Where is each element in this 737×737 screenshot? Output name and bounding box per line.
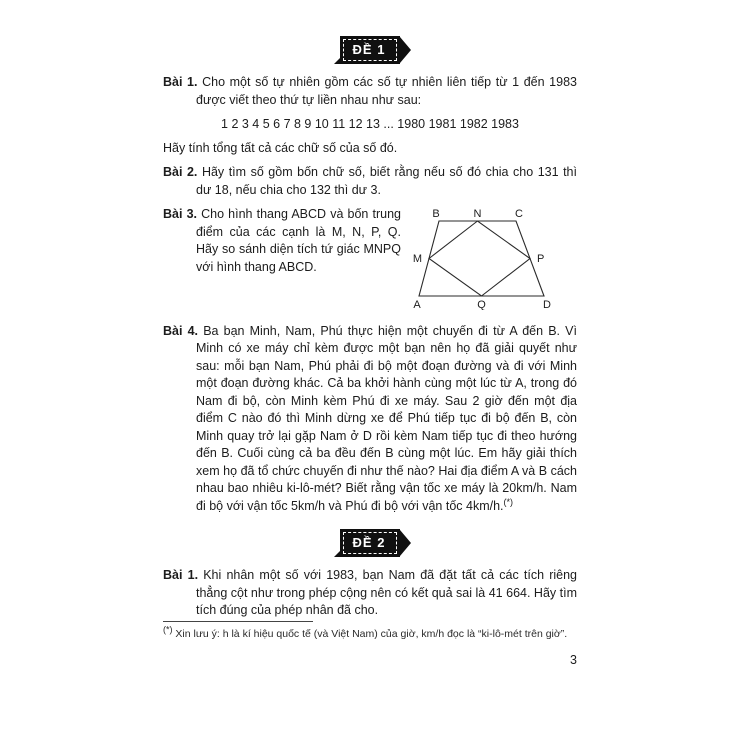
problem-label: Bài 1.	[163, 75, 198, 90]
problem-label: Bài 3.	[163, 207, 197, 222]
page-number: 3	[570, 653, 577, 667]
problem-text: Ba bạn Minh, Nam, Phú thực hiện một chuyến đi từ A đến B. Vì Minh có xe máy chỉ kèm được một bạn nên họ đã giải quyết như sau: mỗi bạn Nam, Phú phải đi bộ một đoạn đường và đi với Minh một đoạn đường khác. Cả ba khởi hành cùng một lúc từ A, trong đó Nam đi bộ, còn Minh kèm Phú đi xe máy. Sau 2 giờ đến một địa điểm C nào đó thì Minh dừng xe để Phú tiếp tục đi bộ đến B, còn Minh quay trở lại gặp Nam ở D rồi kèm Nam tiếp tục đi theo hướng đến B. Cuối cùng cả ba đều đến B cùng một lúc. Em hãy giải thích xem họ đã tổ chức chuyến đi như thế nào? Hai địa điểm A và B cách nhau bao nhiêu ki-lô-mét? Biết rằng vận tốc xe máy là 20km/h. Nam đi bộ với vận tốc 5km/h và Phú đi bộ với vận tốc 4km/h.	[196, 323, 577, 513]
problem-text: Cho một số tự nhiên gồm các số tự nhiên liên tiếp từ 1 đến 1983 được viết theo thứ tự liền nhau như sau:	[196, 75, 577, 107]
number-sequence: 1 2 3 4 5 6 7 8 9 10 11 12 13 ... 1980 1981 1982 1983	[221, 117, 519, 132]
vertex-label-B: B	[432, 208, 440, 221]
banner-row-de1	[163, 36, 577, 64]
page-footer	[163, 621, 577, 667]
banner-tail-icon	[334, 551, 340, 557]
footnote-text: Xin lưu ý: h là kí hiệu quốc tế (và Việt Nam) của giờ, km/h đọc là “ki-lô-mét trên giờ”.	[175, 628, 568, 640]
banner-de2-label: ĐỀ 2	[352, 535, 386, 551]
banner-row-de2	[163, 529, 577, 557]
footnote	[163, 624, 577, 642]
problem-de1-bai1-closing: Hãy tính tổng tất cả các chữ số của số đó.	[163, 140, 398, 155]
page-content	[163, 36, 577, 627]
vertex-label-P: P	[537, 253, 545, 266]
vertex-label-A: A	[413, 299, 421, 311]
banner-arrow-icon	[400, 530, 411, 556]
banner-tail-icon	[334, 58, 340, 64]
problem-de1-bai3-row	[163, 206, 577, 316]
banner-arrow-icon	[400, 37, 411, 63]
problem-de1-bai1	[163, 74, 577, 109]
problem-text: Cho hình thang ABCD và bốn trung điểm của các cạnh là M, N, P, Q. Hãy so sánh diện tích tứ giác MNPQ với hình thang ABCD.	[196, 207, 401, 274]
trapezoid-figure	[409, 206, 577, 316]
vertex-label-M: M	[412, 253, 422, 266]
section-banner-de1	[340, 36, 401, 64]
problem-de1-bai2	[163, 164, 577, 199]
footnote-divider	[163, 621, 313, 622]
problem-label: Bài 1.	[163, 568, 199, 583]
footnote-marker: (*)	[163, 624, 173, 635]
trapezoid-outline	[419, 221, 544, 296]
trapezoid-svg	[409, 208, 577, 310]
vertex-label-C: C	[515, 208, 523, 221]
problem-text: Hãy tìm số gồm bốn chữ số, biết rằng nếu số đó chia cho 131 thì dư 18, nếu chia cho 132 thì dư 3.	[196, 165, 577, 197]
problem-label: Bài 4.	[163, 323, 199, 338]
banner-de1-label: ĐỀ 1	[352, 42, 386, 57]
problem-label: Bài 2.	[163, 165, 198, 180]
vertex-label-D: D	[543, 299, 551, 311]
vertex-label-N: N	[473, 208, 482, 221]
problem-de1-bai4	[163, 323, 577, 516]
section-banner-de2	[340, 529, 401, 557]
problem-de2-bai1	[163, 567, 577, 620]
problem-text: Khi nhân một số với 1983, bạn Nam đã đặt tất cả các tích riêng thẳng cột như trong phép cộng nên có kết quả sai là 41 664. Hãy tìm tích đúng của phép nhân đã cho.	[196, 568, 577, 618]
footnote-reference: (*)	[503, 496, 514, 507]
vertex-label-Q: Q	[477, 299, 486, 311]
mnpq-outline	[429, 221, 530, 296]
problem-de1-bai3	[163, 206, 401, 276]
